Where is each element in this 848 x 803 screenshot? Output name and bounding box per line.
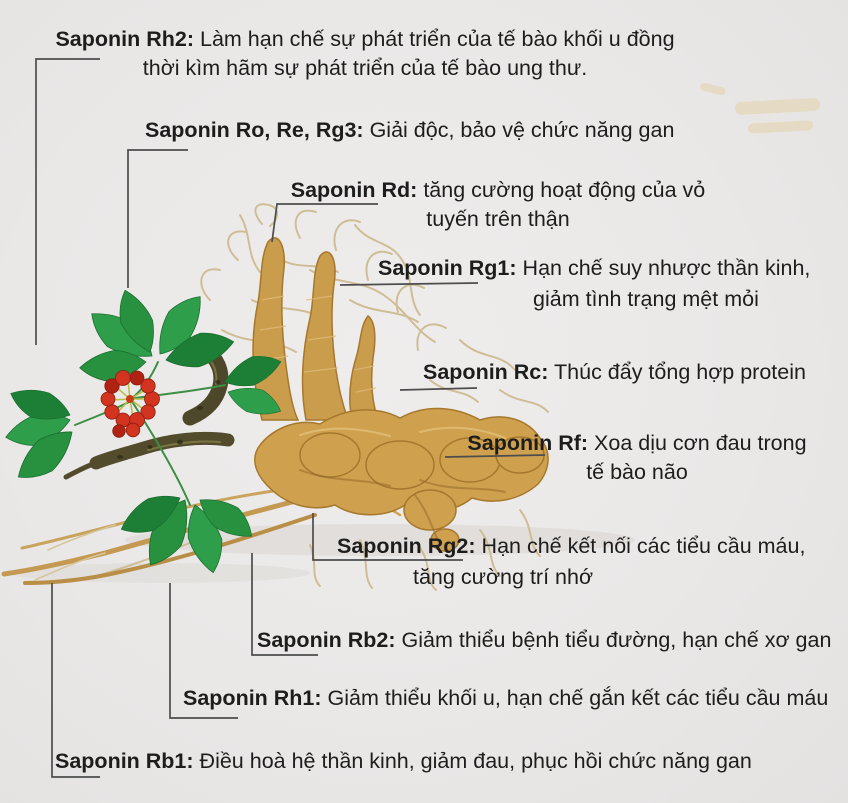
saponin-desc: Xoa dịu cơn đau trong <box>594 431 807 455</box>
label-saponin-rh2 <box>42 25 688 83</box>
saponin-desc-line2: tế bào não <box>586 460 688 484</box>
label-saponin-rb1 <box>55 747 752 776</box>
saponin-desc-line2: thời kìm hãm sự phát triển của tế bào ung thư. <box>142 56 588 80</box>
watermark-smudge <box>699 82 820 134</box>
leaves <box>2 285 285 576</box>
saponin-name: Saponin Rg1: <box>378 256 517 280</box>
saponin-name: Saponin Rf: <box>467 431 589 455</box>
saponin-desc: tăng cường hoạt động của vỏ <box>423 178 706 202</box>
label-saponin-rc <box>423 358 806 387</box>
saponin-desc: Hạn chế kết nối các tiểu cầu máu, <box>481 534 806 558</box>
saponin-name: Saponin Rb2: <box>257 628 396 652</box>
saponin-desc: Hạn chế suy nhược thần kinh, <box>522 256 811 280</box>
connector-rh2 <box>36 59 100 345</box>
label-saponin-rf <box>451 429 823 487</box>
label-saponin-rg1-line2: giảm tình trạng mệt mỏi <box>533 287 759 311</box>
root-arms <box>253 238 378 420</box>
saponin-name: Saponin Rg2: <box>337 534 476 558</box>
label-saponin-rg2-line2: tăng cường trí nhớ <box>413 565 594 589</box>
connector-ro-re-rg3 <box>128 150 188 288</box>
saponin-desc: Điều hoà hệ thần kinh, giảm đau, phục hồi chức năng gan <box>199 749 752 773</box>
label-saponin-ro-re-rg3 <box>145 116 674 145</box>
saponin-name: Saponin Rd: <box>290 178 418 202</box>
label-saponin-rd <box>287 176 709 234</box>
saponin-name: Saponin Rc: <box>423 360 549 384</box>
berry-cluster <box>101 371 160 438</box>
saponin-name: Saponin Rb1: <box>55 749 194 773</box>
connector-rg1 <box>340 283 478 285</box>
label-saponin-rb2 <box>257 626 831 655</box>
saponin-name: Saponin Rh1: <box>183 686 322 710</box>
connector-rc <box>400 388 477 390</box>
label-saponin-rh1 <box>183 684 828 713</box>
saponin-desc: Làm hạn chế sự phát triển của tế bào khối u đồng <box>199 27 675 51</box>
saponin-desc-line2: tuyến trên thận <box>426 207 570 231</box>
label-saponin-rg2 <box>337 532 805 561</box>
saponin-name: Saponin Ro, Re, Rg3: <box>145 118 364 142</box>
label-saponin-rg1 <box>378 254 810 283</box>
saponin-desc: Giải độc, bảo vệ chức năng gan <box>369 118 675 142</box>
saponin-desc: Giảm thiểu bệnh tiểu đường, hạn chế xơ gan <box>401 628 832 652</box>
saponin-desc: Thúc đẩy tổng hợp protein <box>554 360 806 384</box>
saponin-name: Saponin Rh2: <box>55 27 194 51</box>
saponin-desc: Giảm thiểu khối u, hạn chế gắn kết các tiểu cầu máu <box>327 686 829 710</box>
